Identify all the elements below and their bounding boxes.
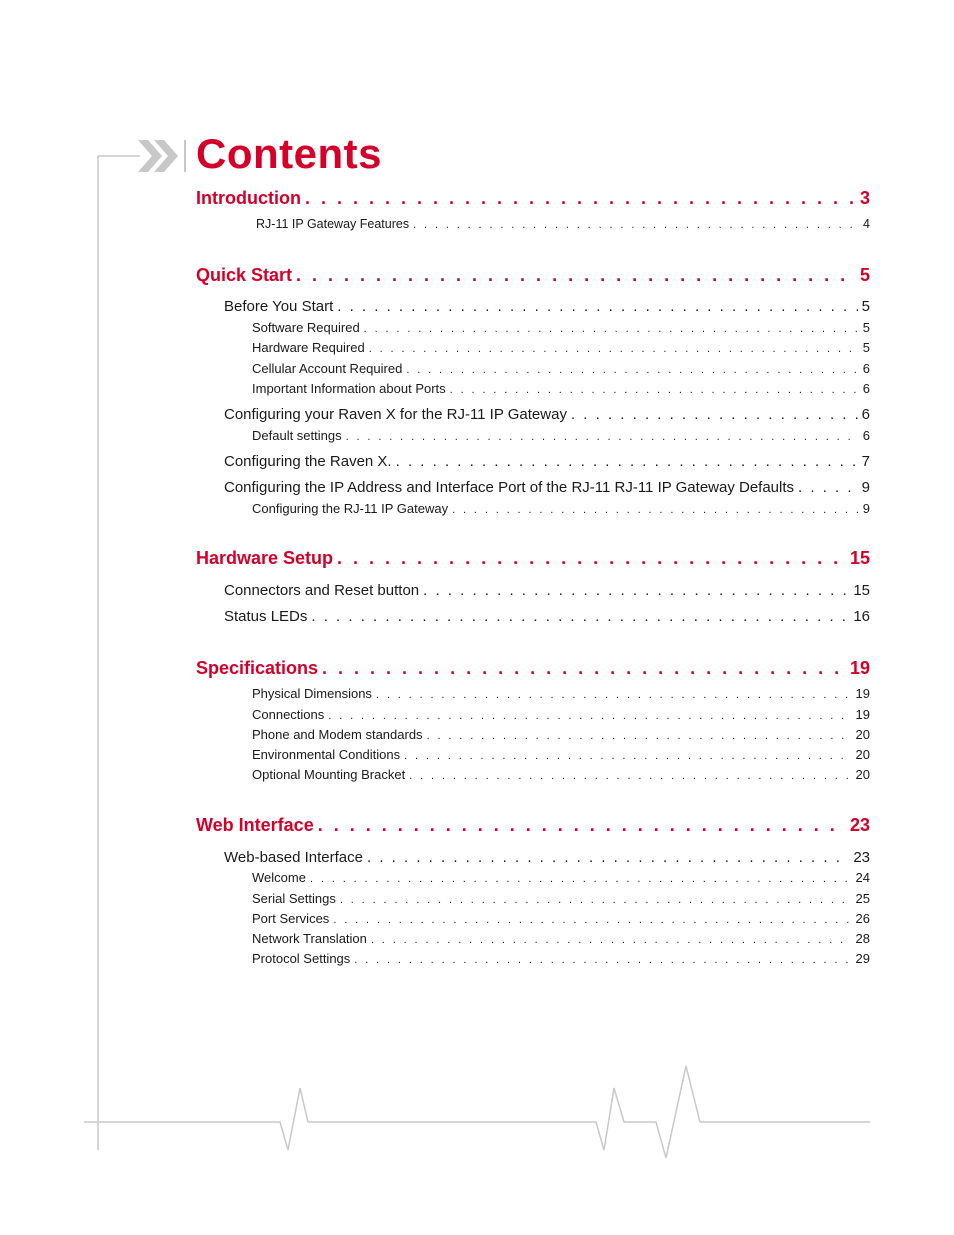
heartbeat-line-icon (84, 1066, 870, 1158)
toc-entry-page-number: 19 (855, 686, 870, 701)
toc-entry[interactable] (256, 217, 870, 235)
toc-entry-page-number: 7 (861, 453, 870, 470)
dot-leader (318, 815, 846, 836)
toc-entry-page-number: 29 (855, 951, 870, 966)
toc-entry-label: Status LEDs (224, 608, 308, 625)
dot-leader (328, 710, 851, 722)
toc-entry[interactable] (252, 870, 870, 888)
toc-entry[interactable] (252, 747, 870, 765)
toc-entry-page-number: 15 (853, 582, 870, 599)
toc-entry-page-number: 15 (849, 548, 870, 568)
toc-entry[interactable] (252, 428, 870, 446)
dot-leader (364, 323, 859, 335)
dot-leader (369, 343, 859, 355)
toc-entry-label: Configuring your Raven X for the RJ-11 IP Gateway (224, 406, 567, 423)
toc-entry-label: RJ-11 IP Gateway Features (256, 217, 410, 231)
toc-entry[interactable] (252, 707, 870, 725)
toc-entry[interactable] (196, 188, 870, 210)
toc-entry[interactable] (252, 951, 870, 969)
toc-entry[interactable] (196, 815, 870, 837)
toc-entry-page-number: 6 (862, 381, 870, 396)
dot-leader (798, 479, 858, 496)
toc-entry-label: Environmental Conditions (252, 747, 401, 762)
dot-leader (371, 934, 852, 946)
toc-entry-page-number: 9 (861, 479, 870, 496)
toc-entry-label: Important Information about Ports (252, 381, 446, 396)
dot-leader (346, 431, 859, 443)
dot-leader (452, 504, 859, 516)
double-chevron-icon (138, 140, 186, 172)
toc-entry-label: Serial Settings (252, 891, 336, 906)
toc-entry[interactable] (196, 548, 870, 570)
toc-entry-label: Introduction (196, 188, 301, 208)
toc-entry-page-number: 20 (855, 727, 870, 742)
toc-entry[interactable] (252, 727, 870, 745)
page-title: Contents (196, 130, 382, 177)
dot-leader (305, 188, 856, 209)
toc-entry-label: Hardware Required (252, 340, 365, 355)
toc-entry-page-number: 20 (855, 767, 870, 782)
dot-leader (406, 364, 858, 376)
dot-leader (367, 849, 849, 866)
toc-entry-label: Cellular Account Required (252, 361, 403, 376)
toc-entry-label: Connectors and Reset button (224, 582, 420, 599)
toc-entry[interactable] (252, 320, 870, 338)
toc-entry-label: Hardware Setup (196, 548, 334, 568)
toc-entry-page-number: 23 (849, 815, 870, 835)
toc-entry-page-number: 9 (862, 501, 870, 516)
toc-entry[interactable] (224, 582, 870, 602)
toc-entry[interactable] (252, 767, 870, 785)
toc-entry-page-number: 26 (855, 911, 870, 926)
toc-entry-page-number: 6 (861, 406, 870, 423)
dot-leader (337, 548, 846, 569)
dot-leader (396, 453, 858, 470)
toc-entry-label: Configuring the IP Address and Interface Port of the RJ-11 RJ-11 IP Gateway Defaults (224, 479, 795, 496)
dot-leader (376, 689, 852, 701)
toc-entry-page-number: 28 (855, 931, 870, 946)
toc-entry-page-number: 23 (853, 849, 870, 866)
toc-entry[interactable] (224, 298, 870, 318)
toc-entry[interactable] (252, 931, 870, 949)
toc-entry[interactable] (224, 849, 870, 869)
toc-entry-page-number: 16 (853, 608, 870, 625)
toc-entry-label: Software Required (252, 320, 360, 335)
toc-entry-page-number: 5 (861, 298, 870, 315)
toc-entry-page-number: 19 (849, 658, 870, 678)
dot-leader (450, 384, 859, 396)
toc-entry[interactable] (224, 608, 870, 628)
toc-entry-label: Before You Start (224, 298, 334, 315)
toc-entry-label: Connections (252, 707, 325, 722)
toc-entry-page-number: 24 (855, 870, 870, 885)
toc-entry-page-number: 6 (862, 361, 870, 376)
toc-entry-label: Physical Dimensions (252, 686, 372, 701)
toc-entry-label: Welcome (252, 870, 306, 885)
toc-entry-label: Configuring the RJ-11 IP Gateway (252, 501, 449, 516)
toc-entry[interactable] (224, 453, 870, 473)
toc-entry-label: Web Interface (196, 815, 314, 835)
toc-entry[interactable] (196, 658, 870, 680)
toc-entry-page-number: 5 (859, 265, 870, 285)
toc-entry-label: Port Services (252, 911, 330, 926)
toc-entry-label: Protocol Settings (252, 951, 351, 966)
toc-entry[interactable] (252, 686, 870, 704)
toc-entry-label: Web-based Interface (224, 849, 363, 866)
toc-entry-label: Quick Start (196, 265, 293, 285)
toc-entry[interactable] (252, 381, 870, 399)
dot-leader (423, 582, 849, 599)
toc-entry-page-number: 5 (862, 320, 870, 335)
toc-entry[interactable] (252, 340, 870, 358)
dot-leader (571, 406, 858, 423)
toc-entry[interactable] (252, 891, 870, 909)
toc-entry-page-number: 20 (855, 747, 870, 762)
dot-leader (296, 265, 856, 286)
toc-entry-page-number: 5 (862, 340, 870, 355)
dot-leader (413, 219, 859, 231)
toc-entry[interactable] (224, 406, 870, 426)
toc-entry[interactable] (196, 265, 870, 287)
dot-leader (337, 298, 857, 315)
dot-leader (322, 658, 846, 679)
toc-entry-page-number: 6 (862, 428, 870, 443)
toc-entry[interactable] (252, 361, 870, 379)
toc-entry-label: Optional Mounting Bracket (252, 767, 406, 782)
toc-entry-page-number: 25 (855, 891, 870, 906)
dot-leader (427, 730, 852, 742)
dot-leader (310, 873, 852, 885)
toc-entry-page-number: 19 (855, 707, 870, 722)
toc-entry-page-number: 3 (859, 188, 870, 208)
dot-leader (333, 914, 851, 926)
toc-entry[interactable] (224, 479, 870, 499)
dot-leader (354, 954, 851, 966)
toc-entry[interactable] (252, 911, 870, 929)
toc-entry-page-number: 4 (863, 217, 870, 231)
toc-entry-label: Network Translation (252, 931, 367, 946)
toc-entry-label: Phone and Modem standards (252, 727, 423, 742)
dot-leader (340, 894, 852, 906)
toc-entry[interactable] (252, 501, 870, 519)
dot-leader (311, 608, 849, 625)
dot-leader (404, 750, 851, 762)
toc-entry-label: Specifications (196, 658, 319, 678)
toc-entry-label: Default settings (252, 428, 342, 443)
dot-leader (409, 770, 851, 782)
toc-entry-label: Configuring the Raven X. (224, 453, 392, 470)
